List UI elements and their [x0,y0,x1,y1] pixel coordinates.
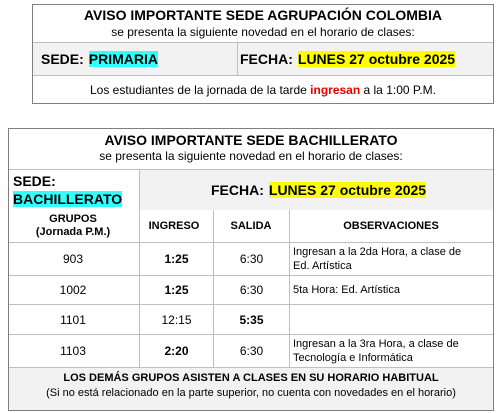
notice-title [33,5,493,25]
ingreso-value: 1:25 [164,252,189,266]
obs-line: Ingresan a la 2da Hora, a clase de [293,246,462,258]
ingreso-value: 1:25 [164,283,189,297]
fecha-value: LUNES 27 octubre 2025 [297,51,456,67]
col-header-ingreso-label: INGRESO [148,220,200,232]
salida-value: 6:30 [239,252,264,266]
sede-label: SEDE: [41,51,84,67]
fecha-field [240,43,494,75]
notice-title-text: AVISO IMPORTANTE SEDE AGRUPACIÓN COLOMBIA [83,7,443,23]
sede-field [41,43,261,75]
grupo-value: 903 [62,252,84,266]
salida-value: 5:35 [239,312,264,327]
table-row-observaciones [293,276,493,304]
fecha-label: FECHA: [240,51,293,67]
notice-primaria [32,4,494,104]
table-row-salida [214,305,289,334]
ingreso-value: 2:20 [164,344,189,358]
salida-value: 6:30 [239,344,264,358]
notice-message [33,76,493,104]
col-header-observaciones [289,210,493,242]
col-header-salida [213,210,289,242]
table-row-ingreso [140,305,213,334]
footer-line1 [9,370,493,386]
divider [289,210,290,367]
obs-line: Tecnología e Informática [293,352,413,364]
notice-title-text: AVISO IMPORTANTE SEDE BACHILLERATO [104,132,398,148]
notice-bachillerato [8,128,494,411]
sede-field [13,173,137,209]
ingreso-value: 12:15 [161,312,192,327]
table-row-salida [214,276,289,304]
table-row-grupo [9,335,137,367]
col-header-grupos-label: GRUPOS [49,213,97,225]
footer-line2-text: (Si no está relacionado en la parte superior, no cuenta con novedades en el horario) [46,387,456,399]
footer-line1-text: LOS DEMÁS GRUPOS ASISTEN A CLASES EN SU HORARIO HABITUAL [63,372,439,384]
grupo-value: 1002 [59,283,87,297]
grupo-value: 1101 [60,312,86,327]
col-header-salida-label: SALIDA [230,220,272,232]
table-row-grupo [9,305,137,334]
message-highlight: ingresan [310,83,361,97]
obs-line: Ed. Artística [293,260,352,272]
message-text: Los estudiantes de la jornada de la tarde [90,83,311,97]
col-header-ingreso [139,210,209,242]
col-header-observaciones-label: OBSERVACIONES [343,220,439,232]
fecha-value: LUNES 27 octubre 2025 [268,182,427,198]
table-row-ingreso [140,243,213,275]
salida-value: 6:30 [239,283,264,297]
obs-line: 5ta Hora: Ed. Artística [293,284,400,296]
table-row-observaciones [293,337,493,367]
notice-subtitle-text: se presenta la siguiente novedad en el horario de clases: [111,25,415,39]
table-row-ingreso [140,276,213,304]
sede-value: BACHILLERATO [13,191,123,207]
sede-label: SEDE: [13,173,56,189]
notice-subtitle [33,23,493,41]
divider [237,43,238,75]
table-row-salida [214,243,289,275]
footer-line2 [9,385,493,401]
table-row-grupo [9,243,137,275]
grupo-value: 1103 [60,344,86,358]
sede-value: PRIMARIA [88,51,159,67]
table-row-observaciones [293,245,493,275]
fecha-field [211,170,491,210]
message-text-end: a la 1:00 P.M. [360,83,436,97]
table-row-ingreso [140,335,213,367]
table-row-salida [214,335,289,367]
col-header-grupos [9,210,137,242]
col-header-grupos-sub: (Jornada P.M.) [35,226,111,238]
notice-subtitle [9,147,493,165]
notice-subtitle-text: se presenta la siguiente novedad en el horario de clases: [99,149,403,163]
obs-line: Ingresan a la 3ra Hora, a clase de [293,338,459,350]
table-row-grupo [9,276,137,304]
fecha-label: FECHA: [211,182,264,198]
